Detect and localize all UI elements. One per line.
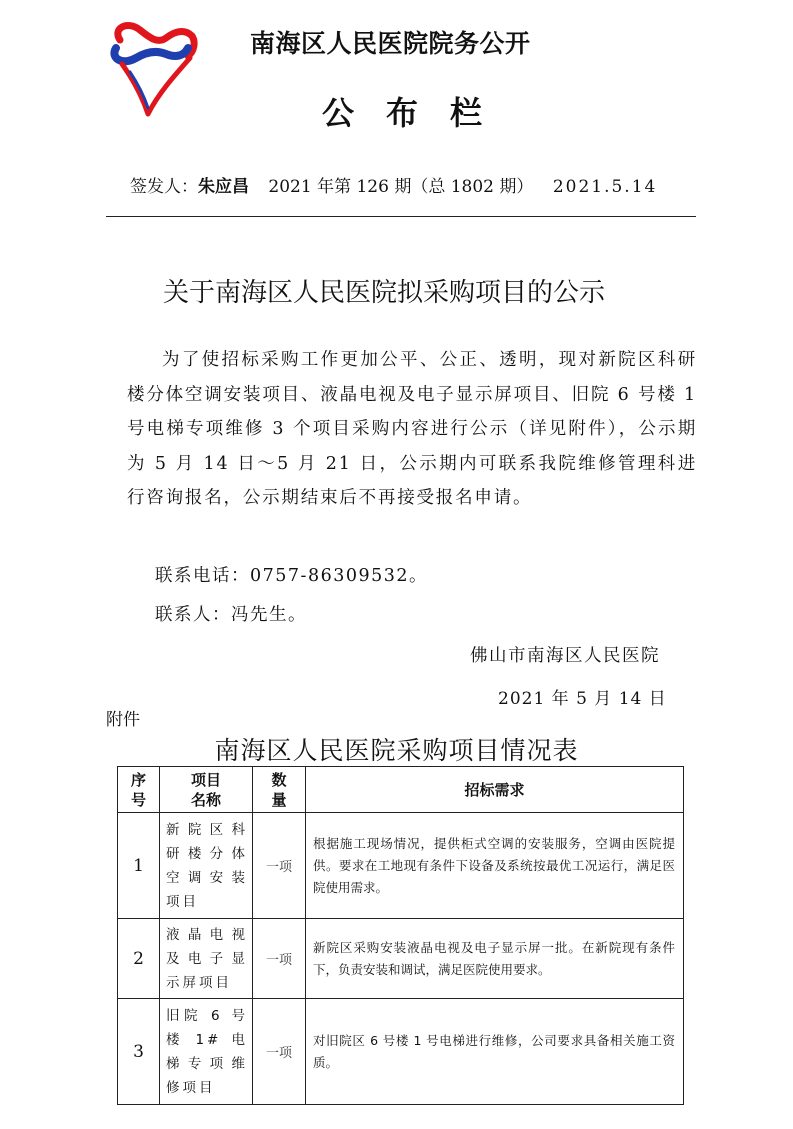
issue-line [130, 172, 657, 197]
issuer-name: 佛山市南海区人民医院 [470, 646, 660, 666]
header-divider [106, 216, 696, 217]
row-qty: 一项 [253, 999, 306, 1105]
table-title: 南海区人民医院采购项目情况表 [214, 736, 579, 765]
row-name: 旧院 6 号楼 1# 电梯专项维修项目 [160, 999, 253, 1105]
table-header-row [118, 767, 684, 813]
issue-date: 2021.5.14 [552, 177, 658, 197]
row-no: 2 [118, 919, 160, 999]
table-row [118, 813, 684, 919]
table-row [118, 999, 684, 1105]
row-no: 1 [118, 813, 160, 919]
header-no: 序 号 [118, 767, 160, 813]
contact-phone: 联系电话：0757-86309532。 [155, 566, 429, 586]
row-name: 液晶电视及电子显示屏项目 [160, 919, 253, 999]
issue-info: 2021 年第 126 期（总 1802 期） [268, 177, 534, 197]
board-title: 公布栏 [322, 94, 515, 132]
hospital-logo-icon [108, 18, 200, 124]
row-qty: 一项 [253, 813, 306, 919]
signer-label: 签发人： [130, 177, 198, 197]
signer-name: 朱应昌 [198, 177, 249, 197]
attachment-label: 附件 [106, 710, 140, 730]
header-name: 项目 名称 [160, 767, 253, 813]
issue-date-footer: 2021 年 5 月 14 日 [498, 689, 667, 709]
row-requirement: 根据施工现场情况，提供柜式空调的安装服务，空调由医院提供。要求在工地现有条件下设备及系统按最优工况运行，满足医院使用需求。 [306, 813, 684, 919]
table-row [118, 919, 684, 999]
header-requirement: 招标需求 [306, 767, 684, 813]
header-qty: 数 量 [253, 767, 306, 813]
notice-body: 为了使招标采购工作更加公平、公正、透明，现对新院区科研楼分体空调安装项目、液晶电视及电子显示屏项目、旧院 6 号楼 1 号电梯专项维修 3 个项目采购内容进行公示（详见附件），公示期为 5 月 14 日～5 月 21 日，公示期内可联系我院维修管理科进行咨询报名，公示期结束后不再接受报名申请。 [127, 350, 697, 508]
contact-person: 联系人：冯先生。 [155, 605, 307, 625]
row-no: 3 [118, 999, 160, 1105]
row-qty: 一项 [253, 919, 306, 999]
row-requirement: 新院区采购安装液晶电视及电子显示屏一批。在新院现有条件下，负责安装和调试，满足医院使用要求。 [306, 919, 684, 999]
notice-title: 关于南海区人民医院拟采购项目的公示 [163, 278, 606, 308]
row-name: 新院区科研楼分体空调安装项目 [160, 813, 253, 919]
org-title: 南海区人民医院院务公开 [250, 29, 531, 58]
procurement-table [117, 766, 684, 1105]
row-requirement: 对旧院区 6 号楼 1 号电梯进行维修，公司要求具备相关施工资质。 [306, 999, 684, 1105]
